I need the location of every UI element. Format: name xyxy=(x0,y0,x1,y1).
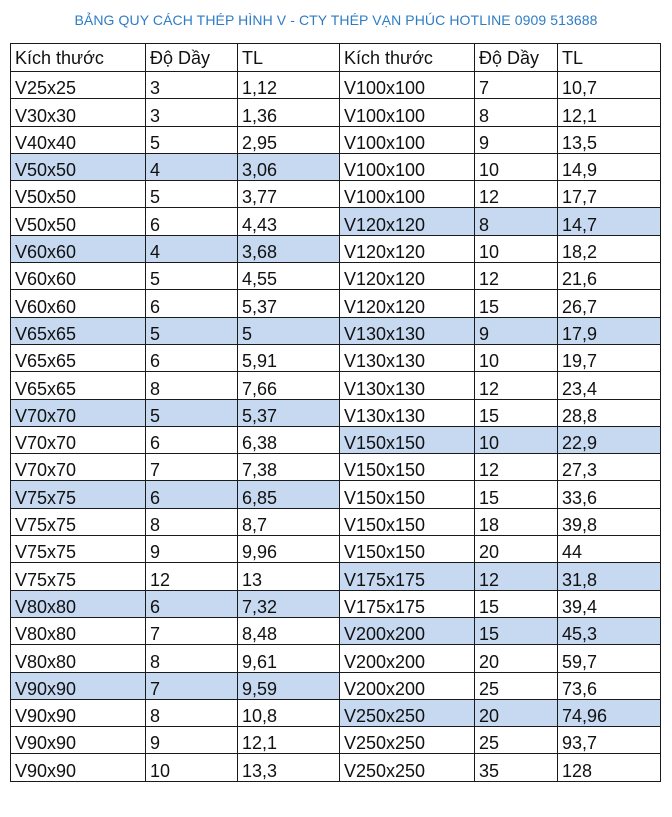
right-thickness-cell: 25 xyxy=(475,672,558,699)
right-size-cell: V250x250 xyxy=(340,727,475,754)
left-size-cell: V70x70 xyxy=(11,399,146,426)
left-thickness-cell: 4 xyxy=(146,153,238,180)
left-weight-cell: 7,32 xyxy=(238,590,340,617)
right-thickness-cell: 12 xyxy=(475,372,558,399)
left-weight-cell: 9,96 xyxy=(238,536,340,563)
right-thickness-cell: 12 xyxy=(475,563,558,590)
right-thickness-cell: 20 xyxy=(475,699,558,726)
left-size-cell: V70x70 xyxy=(11,454,146,481)
left-thickness-cell: 5 xyxy=(146,126,238,153)
right-size-cell: V250x250 xyxy=(340,699,475,726)
left-weight-cell: 7,38 xyxy=(238,454,340,481)
left-size-cell: V75x75 xyxy=(11,481,146,508)
left-thickness-cell: 6 xyxy=(146,290,238,317)
right-thickness-cell: 10 xyxy=(475,235,558,262)
left-weight-cell: 10,8 xyxy=(238,699,340,726)
left-size-cell: V80x80 xyxy=(11,617,146,644)
left-size-cell: V75x75 xyxy=(11,563,146,590)
right-thickness-cell: 15 xyxy=(475,617,558,644)
left-size-cell: V80x80 xyxy=(11,590,146,617)
left-size-cell: V80x80 xyxy=(11,645,146,672)
right-weight-cell: 28,8 xyxy=(558,399,661,426)
right-weight-cell: 26,7 xyxy=(558,290,661,317)
right-size-cell: V100x100 xyxy=(340,99,475,126)
table-body xyxy=(11,44,661,782)
left-thickness-cell: 7 xyxy=(146,454,238,481)
left-size-cell: V50x50 xyxy=(11,208,146,235)
left-size-cell: V65x65 xyxy=(11,372,146,399)
right-weight-cell: 45,3 xyxy=(558,617,661,644)
right-thickness-cell: 10 xyxy=(475,344,558,371)
left-size-cell: V60x60 xyxy=(11,290,146,317)
right-weight-cell: 59,7 xyxy=(558,645,661,672)
right-size-cell: V130x130 xyxy=(340,372,475,399)
right-size-cell: V120x120 xyxy=(340,263,475,290)
left-size-cell: V60x60 xyxy=(11,263,146,290)
right-weight-cell: 23,4 xyxy=(558,372,661,399)
left-thickness-cell: 5 xyxy=(146,399,238,426)
left-size-cell: V70x70 xyxy=(11,426,146,453)
left-weight-cell: 3,77 xyxy=(238,181,340,208)
left-weight-cell: 3,68 xyxy=(238,235,340,262)
left-size-cell: V75x75 xyxy=(11,508,146,535)
left-weight-cell: 5,37 xyxy=(238,290,340,317)
left-size-cell: V75x75 xyxy=(11,536,146,563)
right-weight-cell: 19,7 xyxy=(558,344,661,371)
right-size-cell: V150x150 xyxy=(340,454,475,481)
right-weight-cell: 14,9 xyxy=(558,153,661,180)
right-size-cell: V200x200 xyxy=(340,672,475,699)
left-thickness-cell: 8 xyxy=(146,372,238,399)
right-size-cell: V100x100 xyxy=(340,126,475,153)
right-weight-cell: 44 xyxy=(558,536,661,563)
right-weight-cell: 128 xyxy=(558,754,661,781)
left-size-cell: V65x65 xyxy=(11,317,146,344)
left-weight-cell: 4,55 xyxy=(238,263,340,290)
left-thickness-cell: 6 xyxy=(146,590,238,617)
right-thickness-cell: 9 xyxy=(475,126,558,153)
right-thickness-cell: 8 xyxy=(475,99,558,126)
table-row xyxy=(11,72,661,99)
table-row xyxy=(11,590,661,617)
right-weight-cell: 39,8 xyxy=(558,508,661,535)
table-row xyxy=(11,126,661,153)
left-weight-cell: 8,7 xyxy=(238,508,340,535)
table-row xyxy=(11,372,661,399)
right-weight-cell: 31,8 xyxy=(558,563,661,590)
left-weight-cell: 5,37 xyxy=(238,399,340,426)
table-row xyxy=(11,263,661,290)
header-thickness: Độ Dầy xyxy=(146,44,238,72)
left-size-cell: V60x60 xyxy=(11,235,146,262)
left-size-cell: V65x65 xyxy=(11,344,146,371)
left-weight-cell: 6,38 xyxy=(238,426,340,453)
left-thickness-cell: 5 xyxy=(146,181,238,208)
table-row xyxy=(11,235,661,262)
right-weight-cell: 17,7 xyxy=(558,181,661,208)
right-thickness-cell: 20 xyxy=(475,536,558,563)
right-thickness-cell: 35 xyxy=(475,754,558,781)
table-row xyxy=(11,699,661,726)
left-size-cell: V25x25 xyxy=(11,72,146,99)
steel-spec-table xyxy=(10,43,661,782)
left-thickness-cell: 6 xyxy=(146,344,238,371)
left-thickness-cell: 4 xyxy=(146,235,238,262)
header-size: Kích thước xyxy=(11,44,146,72)
table-row xyxy=(11,290,661,317)
right-weight-cell: 13,5 xyxy=(558,126,661,153)
right-weight-cell: 12,1 xyxy=(558,99,661,126)
table-row xyxy=(11,617,661,644)
table-row xyxy=(11,454,661,481)
left-thickness-cell: 5 xyxy=(146,317,238,344)
right-size-cell: V100x100 xyxy=(340,181,475,208)
left-size-cell: V50x50 xyxy=(11,181,146,208)
right-thickness-cell: 15 xyxy=(475,399,558,426)
right-size-cell: V150x150 xyxy=(340,481,475,508)
right-weight-cell: 39,4 xyxy=(558,590,661,617)
table-row xyxy=(11,481,661,508)
right-thickness-cell: 9 xyxy=(475,317,558,344)
right-thickness-cell: 18 xyxy=(475,508,558,535)
header-weight: TL xyxy=(238,44,340,72)
left-weight-cell: 4,43 xyxy=(238,208,340,235)
right-size-cell: V200x200 xyxy=(340,617,475,644)
table-row xyxy=(11,344,661,371)
right-size-cell: V120x120 xyxy=(340,290,475,317)
table-row xyxy=(11,317,661,344)
left-thickness-cell: 3 xyxy=(146,72,238,99)
left-size-cell: V50x50 xyxy=(11,153,146,180)
right-size-cell: V150x150 xyxy=(340,536,475,563)
table-row xyxy=(11,99,661,126)
left-weight-cell: 6,85 xyxy=(238,481,340,508)
right-thickness-cell: 10 xyxy=(475,426,558,453)
right-thickness-cell: 25 xyxy=(475,727,558,754)
table-row xyxy=(11,645,661,672)
right-thickness-cell: 15 xyxy=(475,290,558,317)
left-weight-cell: 12,1 xyxy=(238,727,340,754)
right-thickness-cell: 15 xyxy=(475,590,558,617)
right-size-cell: V175x175 xyxy=(340,590,475,617)
left-weight-cell: 1,36 xyxy=(238,99,340,126)
right-size-cell: V200x200 xyxy=(340,645,475,672)
left-weight-cell: 2,95 xyxy=(238,126,340,153)
header-size-right: Kích thước xyxy=(340,44,475,72)
left-weight-cell: 5 xyxy=(238,317,340,344)
left-thickness-cell: 7 xyxy=(146,672,238,699)
right-thickness-cell: 12 xyxy=(475,263,558,290)
table-row xyxy=(11,727,661,754)
right-size-cell: V100x100 xyxy=(340,72,475,99)
table-row xyxy=(11,153,661,180)
right-size-cell: V150x150 xyxy=(340,508,475,535)
left-size-cell: V30x30 xyxy=(11,99,146,126)
right-thickness-cell: 12 xyxy=(475,181,558,208)
right-weight-cell: 74,96 xyxy=(558,699,661,726)
left-size-cell: V90x90 xyxy=(11,727,146,754)
left-thickness-cell: 8 xyxy=(146,645,238,672)
right-thickness-cell: 7 xyxy=(475,72,558,99)
table-row xyxy=(11,426,661,453)
table-row xyxy=(11,754,661,781)
right-thickness-cell: 12 xyxy=(475,454,558,481)
left-size-cell: V90x90 xyxy=(11,754,146,781)
left-thickness-cell: 6 xyxy=(146,426,238,453)
table-row xyxy=(11,563,661,590)
left-weight-cell: 9,59 xyxy=(238,672,340,699)
left-weight-cell: 3,06 xyxy=(238,153,340,180)
left-weight-cell: 13,3 xyxy=(238,754,340,781)
table-row xyxy=(11,508,661,535)
left-size-cell: V90x90 xyxy=(11,699,146,726)
left-thickness-cell: 9 xyxy=(146,727,238,754)
left-thickness-cell: 8 xyxy=(146,508,238,535)
page-title: BẢNG QUY CÁCH THÉP HÌNH V - CTY THÉP VẠN PHÚC HOTLINE 0909 513688 xyxy=(74,12,598,28)
left-thickness-cell: 9 xyxy=(146,536,238,563)
right-size-cell: V250x250 xyxy=(340,754,475,781)
left-thickness-cell: 12 xyxy=(146,563,238,590)
right-size-cell: V150x150 xyxy=(340,426,475,453)
right-thickness-cell: 8 xyxy=(475,208,558,235)
left-weight-cell: 7,66 xyxy=(238,372,340,399)
table-row xyxy=(11,181,661,208)
header-thickness-right: Độ Dầy xyxy=(475,44,558,72)
left-thickness-cell: 6 xyxy=(146,481,238,508)
left-thickness-cell: 6 xyxy=(146,208,238,235)
left-thickness-cell: 5 xyxy=(146,263,238,290)
left-thickness-cell: 7 xyxy=(146,617,238,644)
left-weight-cell: 9,61 xyxy=(238,645,340,672)
right-thickness-cell: 20 xyxy=(475,645,558,672)
table-row xyxy=(11,672,661,699)
header-row xyxy=(11,44,661,72)
right-weight-cell: 33,6 xyxy=(558,481,661,508)
left-size-cell: V40x40 xyxy=(11,126,146,153)
right-size-cell: V130x130 xyxy=(340,344,475,371)
right-weight-cell: 14,7 xyxy=(558,208,661,235)
right-size-cell: V100x100 xyxy=(340,153,475,180)
right-weight-cell: 93,7 xyxy=(558,727,661,754)
right-weight-cell: 22,9 xyxy=(558,426,661,453)
right-size-cell: V130x130 xyxy=(340,399,475,426)
table-row xyxy=(11,208,661,235)
table-row xyxy=(11,536,661,563)
right-thickness-cell: 10 xyxy=(475,153,558,180)
left-weight-cell: 13 xyxy=(238,563,340,590)
left-thickness-cell: 8 xyxy=(146,699,238,726)
right-weight-cell: 73,6 xyxy=(558,672,661,699)
right-size-cell: V175x175 xyxy=(340,563,475,590)
left-weight-cell: 8,48 xyxy=(238,617,340,644)
right-weight-cell: 27,3 xyxy=(558,454,661,481)
left-size-cell: V90x90 xyxy=(11,672,146,699)
left-thickness-cell: 3 xyxy=(146,99,238,126)
right-size-cell: V120x120 xyxy=(340,208,475,235)
right-size-cell: V120x120 xyxy=(340,235,475,262)
right-weight-cell: 18,2 xyxy=(558,235,661,262)
left-weight-cell: 1,12 xyxy=(238,72,340,99)
header-weight-right: TL xyxy=(558,44,661,72)
right-weight-cell: 17,9 xyxy=(558,317,661,344)
right-weight-cell: 21,6 xyxy=(558,263,661,290)
left-weight-cell: 5,91 xyxy=(238,344,340,371)
table-row xyxy=(11,399,661,426)
right-size-cell: V130x130 xyxy=(340,317,475,344)
right-weight-cell: 10,7 xyxy=(558,72,661,99)
right-thickness-cell: 15 xyxy=(475,481,558,508)
left-thickness-cell: 10 xyxy=(146,754,238,781)
